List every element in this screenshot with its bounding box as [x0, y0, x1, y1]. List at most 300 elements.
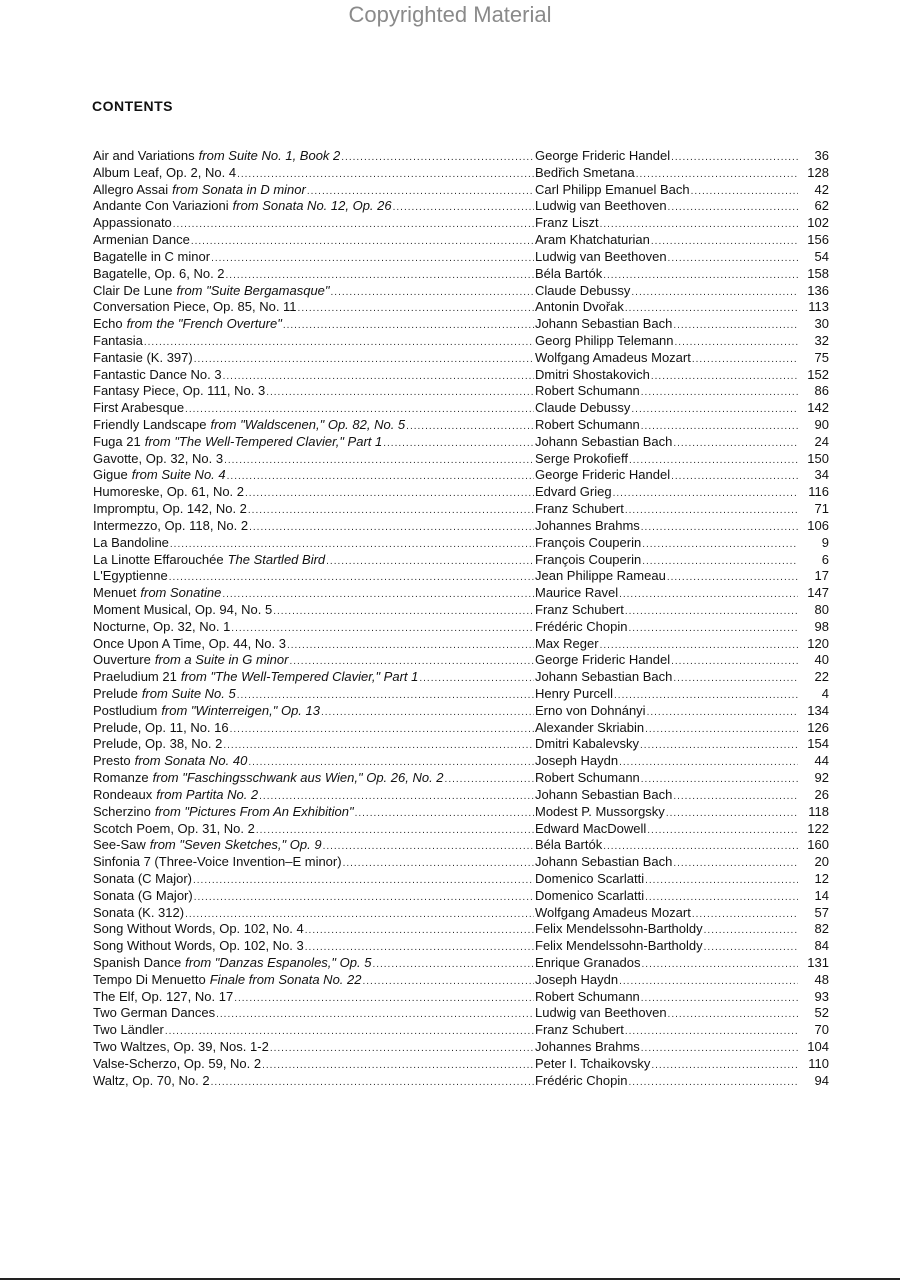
dot-leader [641, 989, 798, 1006]
entry-subtitle: from "Winterreigen," Op. 13 [161, 702, 320, 718]
dot-leader [341, 148, 534, 165]
entry-subtitle: from Sonatine [140, 585, 222, 601]
entry-composer-cell [535, 215, 799, 232]
dot-leader [613, 484, 798, 501]
entry-title: Album Leaf, Op. 2, No. 4 [93, 164, 237, 180]
entry-composer: Carl Philipp Emanuel Bach [535, 181, 690, 197]
entry-title: Presto [93, 753, 131, 769]
entry-composer: Ludwig van Beethoven [535, 198, 667, 214]
toc-entry[interactable] [93, 333, 833, 350]
entry-subtitle: from a Suite in G minor [154, 652, 289, 668]
toc-entry[interactable] [93, 652, 833, 669]
dot-leader [642, 535, 798, 552]
entry-title-cell [93, 686, 535, 703]
entry-title: Romanze [93, 770, 149, 786]
entry-title-cell [93, 400, 535, 417]
entry-page-number: 150 [807, 450, 829, 466]
entry-title: Fantasy Piece, Op. 111, No. 3 [93, 383, 266, 399]
entry-title: First Arabesque [93, 400, 185, 416]
entry-composer: Domenico Scarlatti [535, 870, 645, 886]
entry-composer-cell [535, 787, 799, 804]
entry-composer-cell [535, 989, 799, 1006]
entry-title-cell [93, 198, 535, 215]
entry-subtitle: from "Danzas Espanoles," Op. 5 [185, 955, 372, 970]
entry-title: Scherzino [93, 803, 151, 819]
entry-composer-cell [535, 232, 799, 249]
dot-leader [641, 1039, 798, 1056]
toc-entry[interactable] [93, 938, 833, 955]
entry-page-number: 44 [814, 753, 829, 769]
entry-title: Bagatelle, Op. 6, No. 2 [93, 265, 225, 281]
entry-title: Appassionato [93, 215, 172, 231]
entry-page-number: 142 [807, 400, 829, 416]
dot-leader [248, 501, 534, 518]
entry-page-number: 12 [814, 870, 829, 886]
toc-entry[interactable] [93, 182, 833, 199]
entry-title-cell [93, 1056, 535, 1073]
entry-page-number: 80 [814, 601, 829, 617]
toc-entry[interactable] [93, 602, 833, 619]
dot-leader [619, 753, 798, 770]
entry-page-number: 71 [814, 501, 829, 517]
entry-page-number: 98 [814, 618, 829, 634]
entry-title: L'Egyptienne [93, 568, 168, 584]
toc-entry[interactable] [93, 636, 833, 653]
entry-composer-cell [535, 636, 799, 653]
entry-title: Song Without Words, Op. 102, No. 4 [93, 921, 304, 937]
toc-entry[interactable] [93, 955, 833, 972]
dot-leader [248, 753, 534, 770]
toc-entry[interactable] [93, 787, 833, 804]
entry-composer-cell [535, 266, 799, 283]
dot-leader [211, 1073, 534, 1090]
toc-entry[interactable] [93, 1039, 833, 1056]
entry-title: Nocturne, Op. 32, No. 1 [93, 618, 231, 634]
entry-title-cell [93, 720, 535, 737]
toc-entry[interactable] [93, 501, 833, 518]
toc-entry[interactable] [93, 619, 833, 636]
entry-title: Valse-Scherzo, Op. 59, No. 2 [93, 1055, 262, 1071]
entry-page-number: 86 [814, 383, 829, 399]
entry-page-number: 32 [814, 332, 829, 348]
dot-leader [704, 938, 798, 955]
entry-composer-cell [535, 955, 799, 972]
dot-leader [614, 686, 798, 703]
entry-composer-cell [535, 501, 799, 518]
toc-entry[interactable] [93, 720, 833, 737]
dot-leader [170, 535, 534, 552]
entry-title: Friendly Landscape [93, 417, 207, 432]
entry-composer-cell [535, 568, 799, 585]
dot-leader [283, 316, 534, 333]
entry-title-cell [93, 1022, 535, 1039]
entry-title-cell [93, 535, 535, 552]
entry-title-cell [93, 434, 535, 451]
dot-leader [600, 636, 798, 653]
toc-entry[interactable] [93, 1005, 833, 1022]
entry-title: Bagatelle in C minor [93, 248, 211, 264]
entry-subtitle: from "The Well-Tempered Clavier," Part 1 [180, 669, 419, 685]
toc-entry[interactable] [93, 837, 833, 854]
entry-title-cell [93, 955, 535, 972]
toc-entry[interactable] [93, 484, 833, 501]
entry-title-cell [93, 148, 535, 165]
toc-entry[interactable] [93, 552, 833, 569]
toc-entry[interactable] [93, 669, 833, 686]
entry-subtitle: The Startled Bird [227, 551, 326, 567]
toc-entry[interactable] [93, 972, 833, 989]
entry-title: Air and Variations [93, 148, 195, 163]
dot-leader [636, 165, 798, 182]
dot-leader [671, 652, 798, 669]
entry-title: Echo [93, 316, 123, 332]
toc-entry[interactable] [93, 467, 833, 484]
entry-title: Tempo Di Menuetto [93, 971, 206, 987]
toc-entry[interactable] [93, 888, 833, 905]
entry-title: Armenian Dance [93, 232, 190, 248]
toc-entry[interactable] [93, 283, 833, 300]
dot-leader [185, 905, 534, 922]
toc-entry[interactable] [93, 383, 833, 400]
entry-page-number: 126 [807, 719, 829, 735]
entry-page-number: 136 [807, 282, 829, 298]
toc-entry[interactable] [93, 232, 833, 249]
toc-entry[interactable] [93, 568, 833, 585]
entry-title-cell [93, 266, 535, 283]
toc-entry[interactable] [93, 266, 833, 283]
entry-composer: Johann Sebastian Bach [535, 669, 673, 685]
entry-composer-cell [535, 316, 799, 333]
entry-title-cell [93, 921, 535, 938]
toc-entry[interactable] [93, 905, 833, 922]
toc-entry[interactable] [93, 367, 833, 384]
dot-leader [193, 871, 534, 888]
entry-composer: Max Reger [535, 635, 599, 651]
dot-leader [223, 367, 534, 384]
dot-leader [651, 232, 798, 249]
dot-leader [230, 720, 534, 737]
toc-entry[interactable] [93, 871, 833, 888]
dot-leader [237, 686, 534, 703]
toc-entry[interactable] [93, 703, 833, 720]
entry-page-number: 6 [821, 551, 829, 567]
toc-entry[interactable] [93, 1022, 833, 1039]
dot-leader [173, 215, 534, 232]
entry-title: Gigue [93, 467, 128, 483]
dot-leader [372, 955, 534, 972]
entry-composer: Wolfgang Amadeus Mozart [535, 349, 691, 365]
entry-subtitle: from Suite No. 1, Book 2 [198, 148, 341, 163]
entry-page-number: 154 [807, 736, 829, 752]
entry-composer-cell [535, 552, 799, 569]
dot-leader [668, 1005, 798, 1022]
entry-title-cell [93, 669, 535, 686]
entry-composer: Serge Prokofieff [535, 450, 628, 466]
entry-composer-cell [535, 619, 799, 636]
dot-leader [625, 299, 798, 316]
entry-title: La Bandoline [93, 534, 169, 550]
entry-page-number: 36 [814, 148, 829, 163]
entry-title-cell [93, 215, 535, 232]
dot-leader [144, 333, 534, 350]
entry-composer: Johann Sebastian Bach [535, 854, 673, 870]
dot-leader [216, 1005, 534, 1022]
entry-composer: Johann Sebastian Bach [535, 786, 673, 802]
entry-composer-cell [535, 1056, 799, 1073]
entry-title-cell [93, 383, 535, 400]
entry-page-number: 17 [814, 568, 829, 584]
dot-leader [194, 888, 534, 905]
toc-entry[interactable] [93, 821, 833, 838]
entry-page-number: 30 [814, 316, 829, 332]
dot-leader [305, 921, 534, 938]
entry-title: Conversation Piece, Op. 85, No. 11 [93, 299, 297, 315]
entry-title-cell [93, 451, 535, 468]
entry-page-number: 26 [814, 786, 829, 802]
dot-leader [629, 1073, 799, 1090]
entry-title: Gavotte, Op. 32, No. 3 [93, 450, 224, 466]
entry-composer: François Couperin [535, 534, 642, 550]
entry-composer-cell [535, 1039, 799, 1056]
dot-leader [645, 720, 798, 737]
toc-entry[interactable] [93, 1073, 833, 1090]
dot-leader [222, 585, 534, 602]
entry-composer-cell [535, 434, 799, 451]
entry-title: Two German Dances [93, 1005, 216, 1021]
toc-entry[interactable] [93, 198, 833, 215]
dot-leader [419, 669, 534, 686]
toc-entry[interactable] [93, 535, 833, 552]
dot-leader [692, 350, 798, 367]
entry-page-number: 24 [814, 433, 829, 449]
dot-leader [625, 501, 798, 518]
entry-composer-cell [535, 299, 799, 316]
dot-leader [625, 1022, 798, 1039]
entry-title: Scotch Poem, Op. 31, No. 2 [93, 820, 255, 836]
entry-title: Ouverture [93, 652, 151, 668]
dot-leader [191, 232, 534, 249]
dot-leader [704, 921, 798, 938]
dot-leader [445, 770, 534, 787]
entry-composer: Joseph Haydn [535, 753, 619, 769]
entry-composer: Johannes Brahms [535, 1039, 640, 1055]
toc-entry[interactable] [93, 1056, 833, 1073]
entry-title-cell [93, 552, 535, 569]
entry-subtitle: from "Waldscenen," Op. 82, No. 5 [210, 417, 406, 432]
entry-composer: George Frideric Handel [535, 652, 671, 668]
entry-title: Moment Musical, Op. 94, No. 5 [93, 601, 273, 617]
entry-title-cell [93, 804, 535, 821]
entry-composer: Enrique Granados [535, 955, 641, 970]
entry-composer: Felix Mendelssohn-Bartholdy [535, 921, 703, 937]
dot-leader [231, 619, 534, 636]
entry-title-cell [93, 703, 535, 720]
dot-leader [673, 316, 798, 333]
entry-title-cell [93, 770, 535, 787]
entry-composer-cell [535, 753, 799, 770]
entry-composer: Béla Bartók [535, 265, 603, 281]
dot-leader [668, 249, 798, 266]
entry-title-cell [93, 417, 535, 434]
dot-leader [631, 283, 798, 300]
entry-title: Once Upon A Time, Op. 44, No. 3 [93, 635, 286, 651]
dot-leader [249, 518, 534, 535]
dot-leader [675, 333, 798, 350]
entry-page-number: 94 [814, 1072, 829, 1088]
entry-title-cell [93, 837, 535, 854]
dot-leader [223, 736, 534, 753]
toc-entry[interactable] [93, 753, 833, 770]
entry-composer: Claude Debussy [535, 282, 631, 298]
entry-composer-cell [535, 821, 799, 838]
dot-leader [673, 787, 798, 804]
entry-composer: Aram Khatchaturian [535, 232, 650, 248]
entry-title-cell [93, 367, 535, 384]
toc-entry[interactable] [93, 434, 833, 451]
toc-entry[interactable] [93, 854, 833, 871]
entry-page-number: 152 [807, 366, 829, 382]
dot-leader [307, 182, 534, 199]
entry-page-number: 52 [814, 1005, 829, 1021]
toc-entry[interactable] [93, 451, 833, 468]
dot-leader [393, 198, 534, 215]
toc-entry[interactable] [93, 165, 833, 182]
entry-subtitle: from Partita No. 2 [156, 786, 259, 802]
toc-entry[interactable] [93, 921, 833, 938]
entry-page-number: 134 [807, 702, 829, 718]
entry-page-number: 14 [814, 887, 829, 903]
entry-title-cell [93, 989, 535, 1006]
entry-page-number: 42 [814, 181, 829, 197]
entry-composer-cell [535, 938, 799, 955]
entry-page-number: 147 [807, 585, 829, 601]
entry-composer: Jean Philippe Rameau [535, 568, 666, 584]
entry-composer: Claude Debussy [535, 400, 631, 416]
entry-title-cell [93, 1073, 535, 1090]
entry-title-cell [93, 938, 535, 955]
dot-leader [673, 669, 798, 686]
entry-title-cell [93, 568, 535, 585]
entry-composer: George Frideric Handel [535, 467, 671, 483]
entry-composer-cell [535, 249, 799, 266]
entry-page-number: 128 [807, 164, 829, 180]
toc-entry[interactable] [93, 518, 833, 535]
toc-entry[interactable] [93, 249, 833, 266]
entry-title-cell [93, 888, 535, 905]
dot-leader [641, 383, 798, 400]
entry-composer-cell [535, 669, 799, 686]
entry-composer-cell [535, 770, 799, 787]
dot-leader [641, 518, 798, 535]
entry-page-number: 54 [814, 248, 829, 264]
entry-title-cell [93, 787, 535, 804]
entry-title-cell [93, 619, 535, 636]
toc-entry[interactable] [93, 400, 833, 417]
entry-title-cell [93, 299, 535, 316]
toc-entry[interactable] [93, 316, 833, 333]
dot-leader [331, 283, 534, 300]
entry-title: Clair De Lune [93, 282, 173, 298]
entry-composer: Domenico Scarlatti [535, 887, 645, 903]
toc-entry[interactable] [93, 804, 833, 821]
dot-leader [640, 736, 798, 753]
toc-entry[interactable] [93, 350, 833, 367]
dot-leader [273, 602, 534, 619]
entry-title-cell [93, 753, 535, 770]
toc-entry[interactable] [93, 417, 833, 434]
entry-page-number: 122 [807, 820, 829, 836]
entry-composer-cell [535, 350, 799, 367]
entry-title-cell [93, 602, 535, 619]
entry-composer: Bedřich Smetana [535, 164, 635, 180]
entry-title: Impromptu, Op. 142, No. 2 [93, 501, 247, 517]
entry-subtitle: from "The Well-Tempered Clavier," Part 1 [144, 433, 383, 449]
dot-leader [266, 383, 534, 400]
dot-leader [666, 804, 798, 821]
entry-subtitle: from Suite No. 4 [131, 467, 226, 483]
toc-entry[interactable] [93, 585, 833, 602]
entry-composer-cell [535, 804, 799, 821]
toc-entry[interactable] [93, 215, 833, 232]
entry-title-cell [93, 972, 535, 989]
entry-page-number: 22 [814, 669, 829, 685]
dot-leader [645, 871, 798, 888]
toc-entry[interactable] [93, 770, 833, 787]
dot-leader [619, 972, 798, 989]
entry-composer: Georg Philipp Telemann [535, 332, 674, 348]
entry-composer-cell [535, 652, 799, 669]
entry-composer-cell [535, 854, 799, 871]
dot-leader [224, 451, 534, 468]
entry-composer-cell [535, 367, 799, 384]
entry-composer: Robert Schumann [535, 988, 640, 1004]
dot-leader [305, 938, 534, 955]
toc-entry[interactable] [93, 299, 833, 316]
entry-composer: Franz Schubert [535, 1022, 624, 1038]
entry-title: Intermezzo, Op. 118, No. 2 [93, 517, 249, 533]
entry-title-cell [93, 821, 535, 838]
toc-entry[interactable] [93, 686, 833, 703]
entry-title: Sonata (K. 312) [93, 904, 185, 920]
dot-leader [671, 148, 798, 165]
entry-page-number: 70 [814, 1022, 829, 1038]
dot-leader [668, 198, 798, 215]
entry-composer: Joseph Haydn [535, 971, 619, 987]
dot-leader [667, 568, 798, 585]
dot-leader [165, 1022, 534, 1039]
entry-composer-cell [535, 400, 799, 417]
dot-leader [227, 467, 534, 484]
toc-entry[interactable] [93, 989, 833, 1006]
dot-leader [289, 652, 534, 669]
dot-leader [226, 266, 534, 283]
toc-entry[interactable] [93, 148, 833, 165]
entry-composer: Frédéric Chopin [535, 1072, 628, 1088]
entry-title-cell [93, 283, 535, 300]
entry-composer-cell [535, 585, 799, 602]
entry-title: Prelude, Op. 11, No. 16 [93, 719, 229, 735]
entry-composer-cell [535, 467, 799, 484]
dot-leader [245, 484, 534, 501]
entry-title: Song Without Words, Op. 102, No. 3 [93, 938, 304, 954]
entry-composer-cell [535, 165, 799, 182]
entry-title: Postludium [93, 702, 158, 718]
page-title: CONTENTS [92, 98, 173, 114]
toc-entry[interactable] [93, 736, 833, 753]
dot-leader [629, 619, 799, 636]
contents-list [93, 148, 833, 1090]
entry-composer: Modest P. Mussorgsky [535, 803, 665, 819]
